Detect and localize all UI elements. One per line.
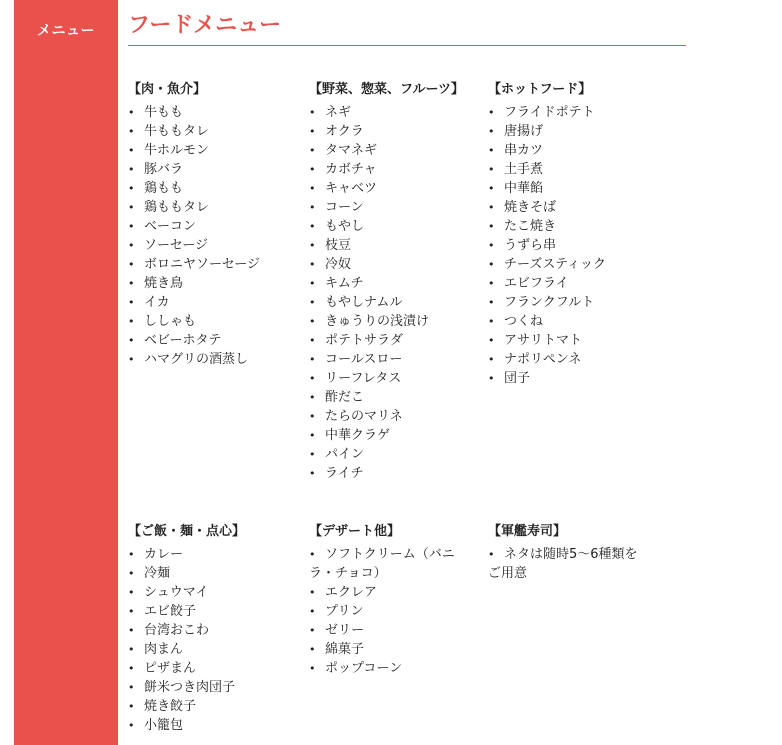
bullet-icon: • [488, 258, 495, 271]
bullet-icon: • [488, 201, 495, 214]
list-item [309, 255, 489, 274]
bullet-icon: • [309, 182, 316, 195]
list-item-label: フランクフルト [504, 295, 595, 310]
list-item [128, 217, 308, 236]
list-item [128, 198, 308, 217]
section-heading: 【ご飯・麺・点心】 [128, 524, 246, 539]
list-item [128, 350, 308, 369]
list-item [309, 274, 489, 293]
list-item [309, 141, 489, 160]
list-item-label: 肉まん [144, 642, 184, 657]
title-divider [128, 45, 686, 46]
list-item [309, 312, 489, 331]
list-item [488, 236, 668, 255]
bullet-icon: • [128, 700, 135, 713]
bullet-icon: • [309, 163, 316, 176]
bullet-icon: • [309, 144, 316, 157]
list-item-label: ベーコン [144, 219, 197, 234]
bullet-icon: • [128, 643, 135, 656]
list-item [309, 369, 489, 388]
list-item [309, 350, 489, 369]
list-item-label: 枝豆 [325, 238, 352, 253]
list-item [128, 141, 308, 160]
list-item-label: 焼き餃子 [144, 699, 197, 714]
list-item [309, 236, 489, 255]
bullet-icon: • [309, 548, 316, 561]
list-item-label: 鶏ももタレ [144, 200, 210, 215]
list-item [309, 103, 489, 122]
list-item [309, 445, 489, 464]
bullet-icon: • [309, 239, 316, 252]
list-item [128, 697, 308, 716]
list-item-label: アサリトマト [504, 333, 583, 348]
list-item [309, 160, 489, 179]
section-heading: 【野菜、惣菜、フルーツ】 [309, 82, 464, 97]
bullet-icon: • [128, 681, 135, 694]
bullet-icon: • [488, 548, 495, 561]
bullet-icon: • [309, 106, 316, 119]
bullet-icon: • [128, 182, 135, 195]
list-item [488, 369, 668, 388]
list-item-label: プリン [325, 604, 364, 619]
list-item [309, 545, 469, 583]
section-heading: 【デザート他】 [309, 524, 401, 539]
item-list [488, 545, 668, 583]
list-item-label: 土手煮 [504, 162, 544, 177]
list-item [128, 545, 308, 564]
bullet-icon: • [128, 315, 135, 328]
bullet-icon: • [488, 182, 495, 195]
list-item-label: ナポリペンネ [504, 352, 582, 367]
list-item-label: 中華クラゲ [325, 428, 391, 443]
list-item-label: キムチ [325, 276, 364, 291]
list-item [128, 602, 308, 621]
list-item [488, 160, 668, 179]
list-item-label: 焼きそば [504, 200, 557, 215]
bullet-icon: • [309, 410, 316, 423]
list-item [128, 621, 308, 640]
bullet-icon: • [488, 220, 495, 233]
list-item [309, 122, 489, 141]
bullet-icon: • [488, 353, 495, 366]
list-item [309, 293, 489, 312]
list-item-label: 中華餡 [504, 181, 544, 196]
section-gunkan-sushi [488, 523, 668, 583]
bullet-icon: • [309, 296, 316, 309]
bullet-icon: • [309, 353, 316, 366]
list-item [309, 331, 489, 350]
list-item [128, 312, 308, 331]
list-item-label: 酢だこ [325, 390, 365, 405]
bullet-icon: • [128, 277, 135, 290]
list-item [309, 621, 489, 640]
list-item [488, 312, 668, 331]
list-item-label: 唐揚げ [504, 124, 544, 139]
list-item [128, 678, 308, 697]
list-item-label: 餅米つき肉団子 [144, 680, 236, 695]
list-item [309, 659, 489, 678]
list-item-label: ネギ [325, 105, 352, 120]
list-item-label: もやし [325, 219, 365, 234]
list-item [128, 640, 308, 659]
list-item [128, 160, 308, 179]
bullet-icon: • [309, 643, 316, 656]
list-item [309, 583, 489, 602]
bullet-icon: • [488, 372, 495, 385]
list-item-label: ゼリー [325, 623, 365, 638]
list-item-label: きゅうりの浅漬け [325, 314, 430, 329]
bullet-icon: • [128, 163, 135, 176]
list-item-label: ネタは随時5～6種類をご用意 [488, 547, 638, 581]
list-item [488, 350, 668, 369]
item-list [309, 545, 489, 678]
section-vegetables [309, 81, 489, 483]
list-item-label: ライチ [325, 466, 364, 481]
bullet-icon: • [309, 448, 316, 461]
bullet-icon: • [309, 605, 316, 618]
list-item [488, 293, 668, 312]
list-item-label: チーズスティック [504, 257, 607, 272]
bullet-icon: • [309, 201, 316, 214]
bullet-icon: • [128, 125, 135, 138]
list-item-label: タマネギ [325, 143, 378, 158]
list-item-label: 牛もも [144, 105, 184, 120]
bullet-icon: • [488, 163, 495, 176]
bullet-icon: • [128, 624, 135, 637]
list-item [128, 274, 308, 293]
bullet-icon: • [128, 201, 135, 214]
list-item [309, 426, 489, 445]
bullet-icon: • [128, 239, 135, 252]
bullet-icon: • [128, 353, 135, 366]
section-heading: 【ホットフード】 [488, 82, 592, 97]
bullet-icon: • [128, 106, 135, 119]
list-item-label: リーフレタス [325, 371, 402, 386]
list-item-label: エクレア [325, 585, 378, 600]
list-item-label: 豚バラ [144, 162, 184, 177]
list-item-label: 冷奴 [325, 257, 352, 272]
list-item-label: カボチャ [325, 162, 377, 177]
list-item-label: フライドポテト [504, 105, 595, 120]
bullet-icon: • [309, 624, 316, 637]
list-item [488, 198, 668, 217]
list-item [128, 293, 308, 312]
list-item-label: ベビーホタテ [144, 333, 222, 348]
section-rice-noodles [128, 523, 308, 735]
bullet-icon: • [309, 372, 316, 385]
bullet-icon: • [128, 144, 135, 157]
section-dessert [309, 523, 489, 678]
bullet-icon: • [128, 662, 135, 675]
list-item-label: コールスロー [325, 352, 403, 367]
list-item-label: ソーセージ [144, 238, 208, 253]
bullet-icon: • [309, 334, 316, 347]
list-item-label: 牛ももタレ [144, 124, 210, 139]
list-item [128, 583, 308, 602]
bullet-icon: • [309, 467, 316, 480]
list-item [488, 331, 668, 350]
sidebar [14, 0, 118, 745]
list-item-label: たこ焼き [504, 219, 557, 234]
list-item [128, 236, 308, 255]
bullet-icon: • [309, 125, 316, 138]
list-item [309, 464, 489, 483]
list-item-label: オクラ [325, 124, 364, 139]
list-item-label: 綿菓子 [325, 642, 365, 657]
sidebar-menu-label[interactable]: メニュー [37, 23, 95, 39]
list-item-label: 串カツ [504, 143, 544, 158]
bullet-icon: • [488, 315, 495, 328]
list-item-label: コーン [325, 200, 364, 215]
list-item [128, 179, 308, 198]
bullet-icon: • [309, 429, 316, 442]
list-item [128, 659, 308, 678]
list-item [309, 198, 489, 217]
list-item [309, 407, 489, 426]
list-item-label: 牛ホルモン [144, 143, 210, 158]
list-item-label: 団子 [504, 371, 531, 386]
section-heading: 【肉・魚介】 [128, 82, 207, 97]
bullet-icon: • [488, 144, 495, 157]
list-item-label: カレー [144, 547, 184, 562]
bullet-icon: • [128, 258, 135, 271]
list-item [309, 388, 489, 407]
bullet-icon: • [488, 106, 495, 119]
bullet-icon: • [128, 548, 135, 561]
list-item-label: 台湾おこわ [144, 623, 210, 638]
bullet-icon: • [309, 586, 316, 599]
item-list [309, 103, 489, 483]
list-item [488, 545, 648, 583]
list-item-label: ボロニヤソーセージ [144, 257, 260, 272]
bullet-icon: • [128, 605, 135, 618]
list-item [488, 179, 668, 198]
list-item [128, 103, 308, 122]
bullet-icon: • [309, 277, 316, 290]
list-item [128, 122, 308, 141]
bullet-icon: • [309, 220, 316, 233]
list-item-label: 鶏もも [144, 181, 184, 196]
list-item [128, 716, 308, 735]
list-item [128, 331, 308, 350]
list-item [309, 602, 489, 621]
list-item [488, 255, 668, 274]
list-item [488, 122, 668, 141]
list-item-label: パイン [325, 447, 365, 462]
list-item-label: エビフライ [504, 276, 569, 291]
bullet-icon: • [488, 239, 495, 252]
bullet-icon: • [488, 296, 495, 309]
list-item-label: ハマグリの酒蒸し [144, 352, 249, 367]
list-item [128, 564, 308, 583]
list-item [488, 274, 668, 293]
bullet-icon: • [309, 315, 316, 328]
list-item-label: 焼き鳥 [144, 276, 184, 291]
bullet-icon: • [128, 220, 135, 233]
item-list [488, 103, 668, 388]
bullet-icon: • [309, 391, 316, 404]
bullet-icon: • [488, 277, 495, 290]
section-hot-food [488, 81, 668, 388]
list-item-label: 小籠包 [144, 718, 184, 733]
bullet-icon: • [128, 296, 135, 309]
section-meat-seafood [128, 81, 308, 369]
list-item-label: うずら串 [504, 238, 557, 253]
list-item-label: エビ餃子 [144, 604, 197, 619]
list-item [309, 217, 489, 236]
list-item-label: ポテトサラダ [325, 333, 403, 348]
list-item [488, 103, 668, 122]
list-item-label: ソフトクリーム（バニラ・チョコ） [309, 547, 455, 581]
list-item [488, 217, 668, 236]
bullet-icon: • [128, 586, 135, 599]
bullet-icon: • [128, 334, 135, 347]
list-item-label: シュウマイ [144, 585, 209, 600]
list-item-label: ポップコーン [325, 661, 403, 676]
list-item-label: 冷麺 [144, 566, 171, 581]
bullet-icon: • [309, 662, 316, 675]
list-item-label: ピザまん [144, 661, 197, 676]
bullet-icon: • [488, 334, 495, 347]
list-item-label: キャベツ [325, 181, 378, 196]
bullet-icon: • [128, 567, 135, 580]
list-item-label: つくね [504, 314, 544, 329]
list-item-label: もやしナムル [325, 295, 403, 310]
list-item [488, 141, 668, 160]
list-item [309, 179, 489, 198]
list-item-label: ししゃも [144, 314, 197, 329]
list-item-label: たらのマリネ [325, 409, 403, 424]
item-list [128, 545, 308, 735]
list-item-label: イカ [144, 295, 170, 310]
list-item [309, 640, 489, 659]
list-item [128, 255, 308, 274]
section-heading: 【軍艦寿司】 [488, 524, 567, 539]
bullet-icon: • [128, 719, 135, 732]
bullet-icon: • [309, 258, 316, 271]
bullet-icon: • [488, 125, 495, 138]
item-list [128, 103, 308, 369]
page-title: フードメニュー [128, 13, 282, 38]
